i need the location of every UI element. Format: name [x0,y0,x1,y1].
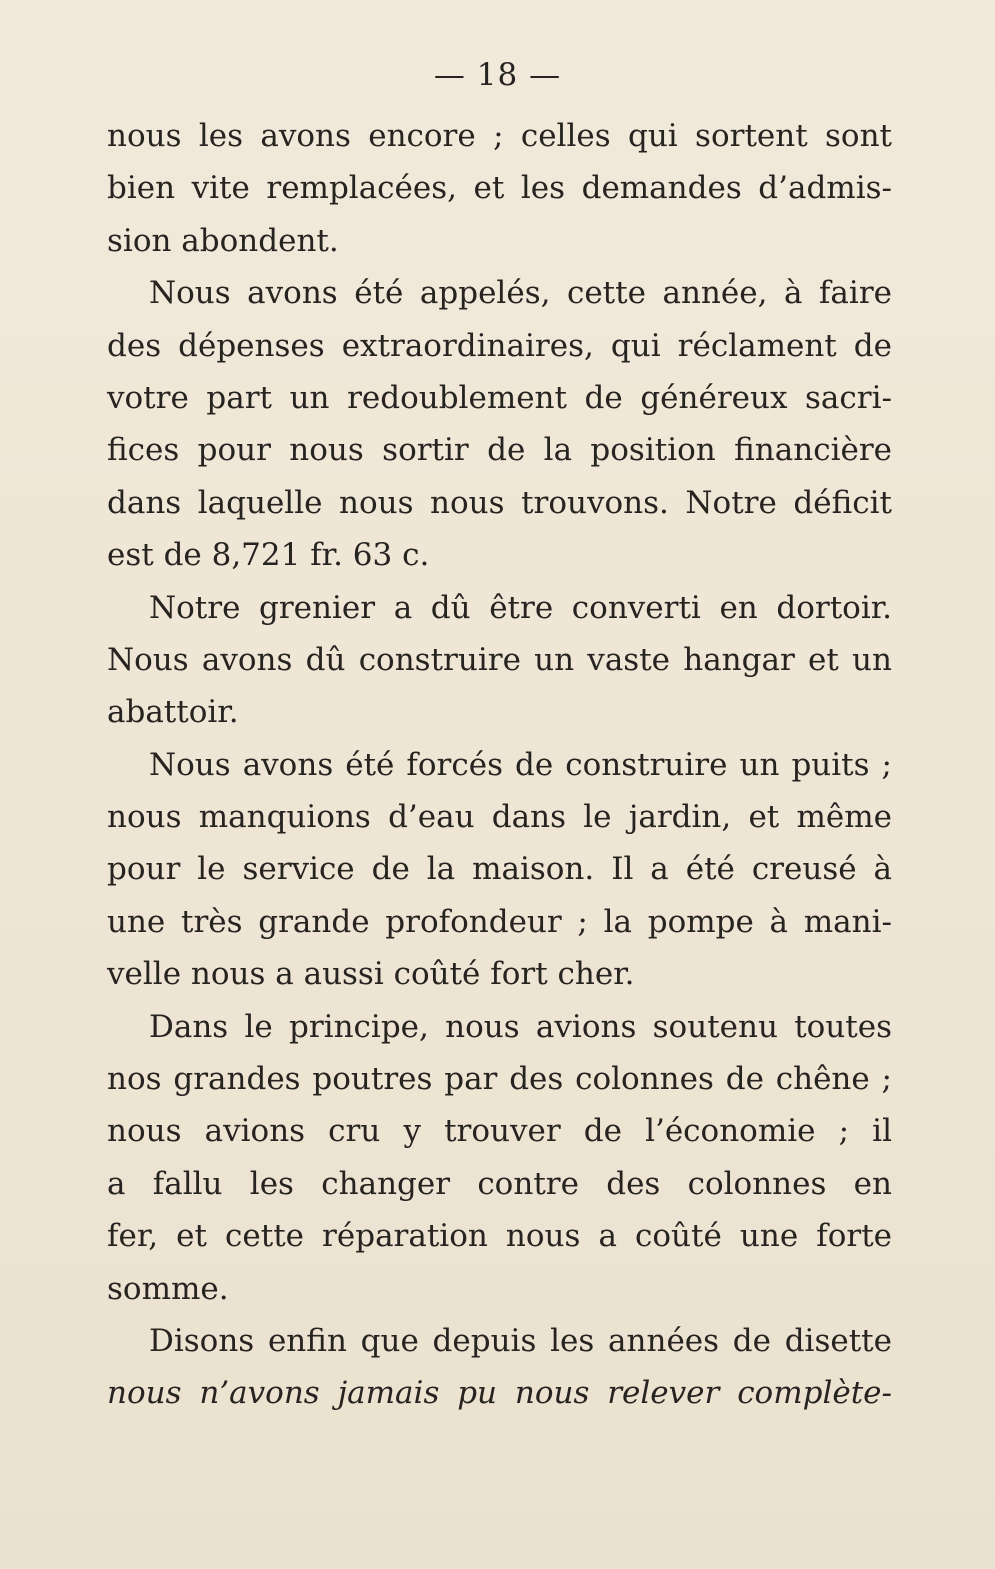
text-line: des dépenses extraordinaires, qui réclament de [107,327,892,364]
text-line: bien vite remplacées, et les demandes d’admis- [107,170,892,207]
paragraph-6 [107,1315,892,1420]
paragraph-1 [107,110,892,267]
text-line: fer, et cette réparation nous a coûté une forte [107,1218,892,1255]
text-line: fices pour nous sortir de la position financière [107,432,892,469]
text-line: Nous avons été forcés de construire un puits ; [149,746,892,783]
paragraph-3 [107,582,892,739]
text-line: velle nous a aussi coûté fort cher. [107,956,635,993]
text-line: nous les avons encore ; celles qui sortent sont [107,118,892,154]
body-text [107,110,892,1420]
paragraph-5 [107,1001,892,1315]
text-line: Disons enfin que depuis les années de disette [149,1322,892,1359]
text-line: Dans le principe, nous avions soutenu toutes [149,1008,892,1045]
paragraph-4 [107,739,892,1001]
text-line: sion abondent. [107,222,339,259]
text-line: nos grandes poutres par des colonnes de chêne ; [107,1061,892,1098]
page-number: — 18 — [433,57,562,93]
text-line: somme. [107,1270,229,1307]
text-line: dans laquelle nous nous trouvons. Notre déficit [107,484,892,521]
text-line: a fallu les changer contre des colonnes en [107,1165,892,1202]
text-line: une très grande profondeur ; la pompe à mani- [107,903,892,940]
text-line: Nous avons été appelés, cette année, à faire [149,275,892,312]
text-line-italic: nous n’avons jamais pu nous relever complète- [107,1375,892,1412]
text-line: est de 8,721 fr. 63 c. [107,537,430,574]
text-line: Nous avons dû construire un vaste hangar et un [107,641,892,678]
text-line: pour le service de la maison. Il a été creusé à [107,851,892,888]
text-line: votre part un redoublement de généreux sacri- [107,379,892,416]
paragraph-2 [107,267,892,581]
text-line: nous manquions d’eau dans le jardin, et même [107,799,892,836]
text-line: nous avions cru y trouver de l’économie ; il [107,1113,892,1150]
text-line: Notre grenier a dû être converti en dortoir. [149,589,892,626]
text-line: abattoir. [107,694,239,731]
